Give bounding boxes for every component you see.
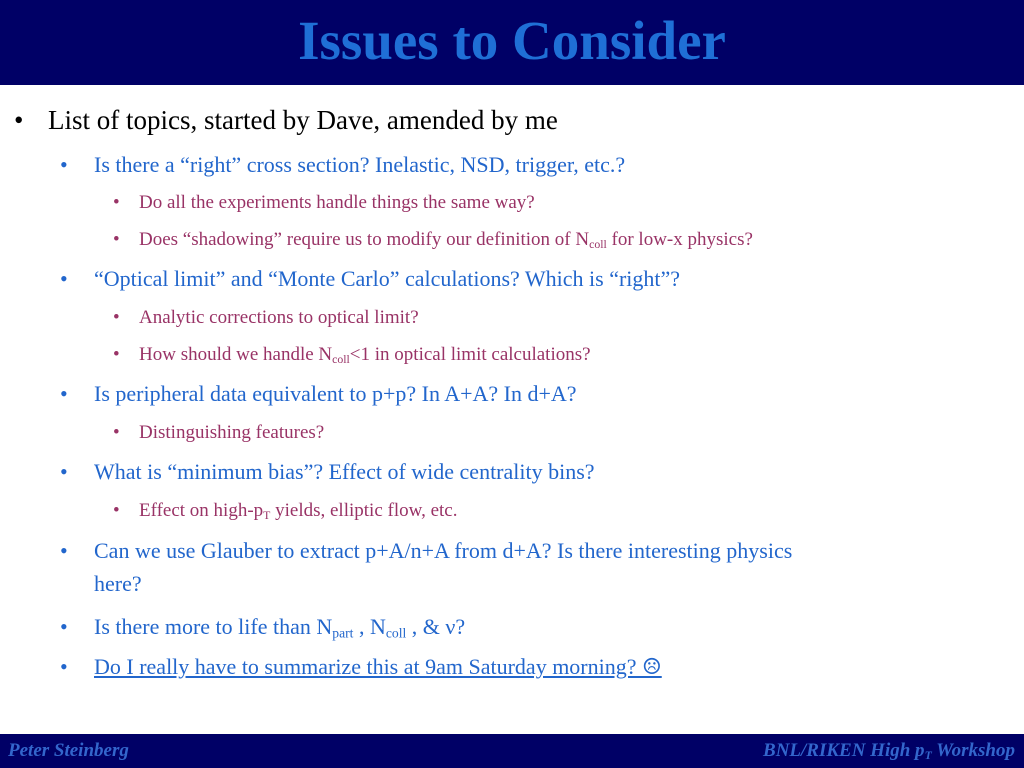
- footer-event: [763, 740, 1015, 762]
- bullet-dot: •: [60, 152, 68, 177]
- footer-author: Peter Steinberg: [8, 740, 129, 761]
- text-segment: Workshop: [931, 740, 1015, 761]
- bullet-level2-underlined: Do I really have to summarize this at 9am Saturday morning? ☹: [94, 654, 662, 679]
- bullet-dot: •: [113, 422, 120, 443]
- bullet-dot: •: [14, 105, 24, 135]
- text-segment: How should we handle N: [139, 344, 333, 365]
- bullet-dot: •: [60, 459, 68, 484]
- bullet-level2: What is “minimum bias”? Effect of wide centrality bins?: [94, 459, 595, 484]
- text-segment: for low-x physics?: [606, 229, 753, 250]
- text-segment: , N: [353, 614, 386, 639]
- bullet-level2: “Optical limit” and “Monte Carlo” calculations? Which is “right”?: [94, 266, 681, 291]
- subscript: part: [332, 625, 354, 641]
- subscript: coll: [332, 352, 350, 366]
- bullet-level3: Distinguishing features?: [139, 422, 325, 443]
- text-segment: Does “shadowing” require us to modify our definition of N: [139, 229, 590, 250]
- bullet-dot: •: [60, 381, 68, 406]
- bullet-dot: •: [60, 538, 68, 563]
- bullet-dot: •: [60, 614, 68, 639]
- bullet-level3: Do all the experiments handle things the same way?: [139, 192, 535, 213]
- bullet-level3: [139, 227, 753, 253]
- text-segment: BNL/RIKEN High p: [763, 740, 925, 761]
- bullet-dot: •: [113, 500, 120, 521]
- bullet-level1: List of topics, started by Dave, amended by me: [48, 105, 558, 135]
- text-segment: yields, elliptic flow, etc.: [270, 500, 458, 521]
- text-segment: , & ν?: [406, 614, 466, 639]
- bullet-level2: Is peripheral data equivalent to p+p? In A+A? In d+A?: [94, 381, 577, 406]
- bullet-dot: •: [60, 266, 68, 291]
- text-segment: Is there more to life than N: [94, 614, 333, 639]
- bullet-dot: •: [113, 307, 120, 328]
- text-segment: Effect on high-p: [139, 500, 264, 521]
- bullet-level2: Is there a “right” cross section? Inelastic, NSD, trigger, etc.?: [94, 152, 626, 177]
- subscript: coll: [589, 237, 607, 251]
- bullet-level2-continuation: here?: [94, 571, 142, 596]
- bullet-dot: •: [113, 229, 120, 250]
- bullet-level3: Analytic corrections to optical limit?: [139, 307, 419, 328]
- bullet-level2: Can we use Glauber to extract p+A/n+A from d+A? Is there interesting physics: [94, 538, 793, 563]
- bullet-level3: [139, 342, 591, 368]
- bullet-dot: •: [113, 192, 120, 213]
- subscript: coll: [385, 625, 407, 641]
- subscript: T: [263, 508, 271, 522]
- slide-title: Issues to Consider: [298, 10, 726, 71]
- bullet-dot: •: [113, 344, 120, 365]
- bullet-level2: [94, 610, 465, 643]
- text-segment: <1 in optical limit calculations?: [349, 344, 591, 365]
- subscript: T: [924, 748, 932, 762]
- bullet-dot: •: [60, 654, 68, 679]
- bullet-level3: [139, 498, 458, 524]
